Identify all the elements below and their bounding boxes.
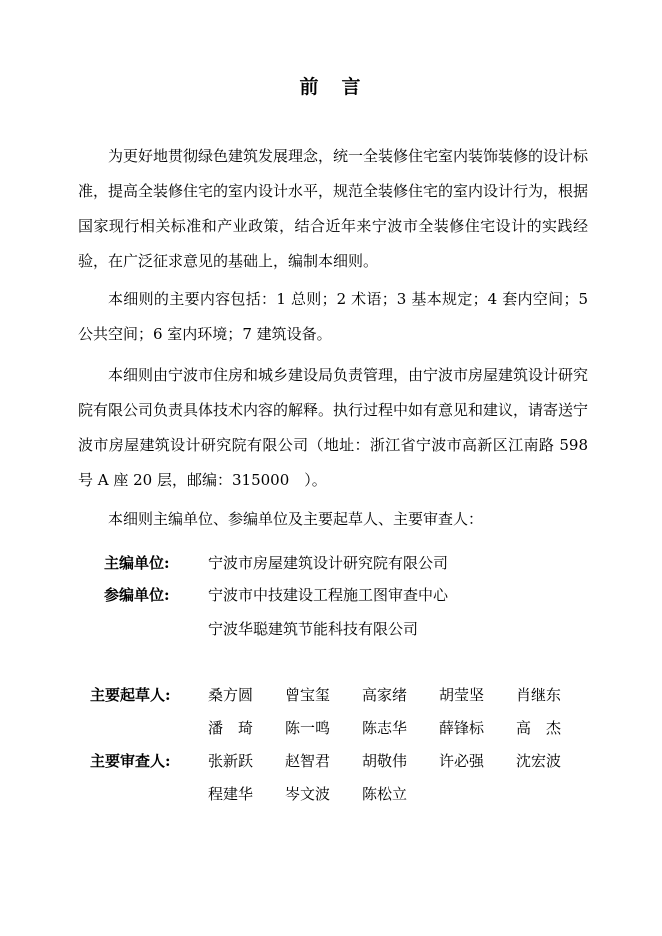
- participating-unit-label: 参编单位:: [104, 586, 170, 604]
- reviewer-name: 程建华: [208, 785, 254, 803]
- reviewer-name: 张新跃: [208, 752, 254, 770]
- drafter-name: 胡莹坚: [439, 686, 485, 704]
- drafter-name: 陈一鸣: [285, 719, 331, 737]
- drafter-name: 高 杰: [516, 719, 562, 737]
- paragraph-units-intro: 本细则主编单位、参编单位及主要起草人、主要审查人：: [108, 510, 484, 528]
- reviewer-name: 陈松立: [362, 785, 408, 803]
- reviewer-name: 许必强: [439, 752, 485, 770]
- drafter-name: 陈志华: [362, 719, 408, 737]
- paragraph-purpose: 为更好地贯彻绿色建筑发展理念，统一全装修住宅室内装饰装修的设计标准，提高全装修住宅的室内设计水平，规范全装修住宅的室内设计行为，根据国家现行相关标准和产业政策，结合近年来宁波市全装修住宅设计的实践经验，在广泛征求意见的基础上，编制本细则。: [78, 147, 589, 270]
- chief-unit-label: 主编单位:: [104, 554, 170, 572]
- reviewer-name: 胡敬伟: [362, 752, 408, 770]
- paragraph-management: 本细则由宁波市住房和城乡建设局负责管理，由宁波市房屋建筑设计研究院有限公司负责具体技术内容的解释。执行过程中如有意见和建议，请寄送宁波市房屋建筑设计研究院有限公司（地址：浙江省宁波市高新区江南路 598 号 A 座 20 层，邮编：315000 ）。: [78, 366, 589, 489]
- drafter-name: 潘 琦: [208, 719, 254, 737]
- drafter-name: 肖继东: [516, 686, 562, 704]
- drafter-name: 曾宝玺: [285, 686, 331, 704]
- chief-unit-value: 宁波市房屋建筑设计研究院有限公司: [208, 554, 449, 572]
- reviewer-name: 赵智君: [285, 752, 331, 770]
- drafter-name: 薛锋标: [439, 719, 485, 737]
- page-title: 前 言: [299, 76, 363, 98]
- reviewer-name: 沈宏波: [516, 752, 562, 770]
- drafter-name: 高家绪: [362, 686, 408, 704]
- reviewers-label: 主要审查人:: [90, 752, 171, 770]
- drafter-name: 桑方圆: [208, 686, 254, 704]
- paragraph-contents: 本细则的主要内容包括：1 总则；2 术语；3 基本规定；4 套内空间；5 公共空间；6 室内环境；7 建筑设备。: [78, 290, 588, 343]
- participating-unit-value-1: 宁波市中技建设工程施工图审查中心: [208, 586, 449, 604]
- participating-unit-value-2: 宁波华聪建筑节能科技有限公司: [208, 620, 419, 638]
- reviewer-name: 岑文波: [285, 785, 331, 803]
- drafters-label: 主要起草人:: [90, 686, 171, 704]
